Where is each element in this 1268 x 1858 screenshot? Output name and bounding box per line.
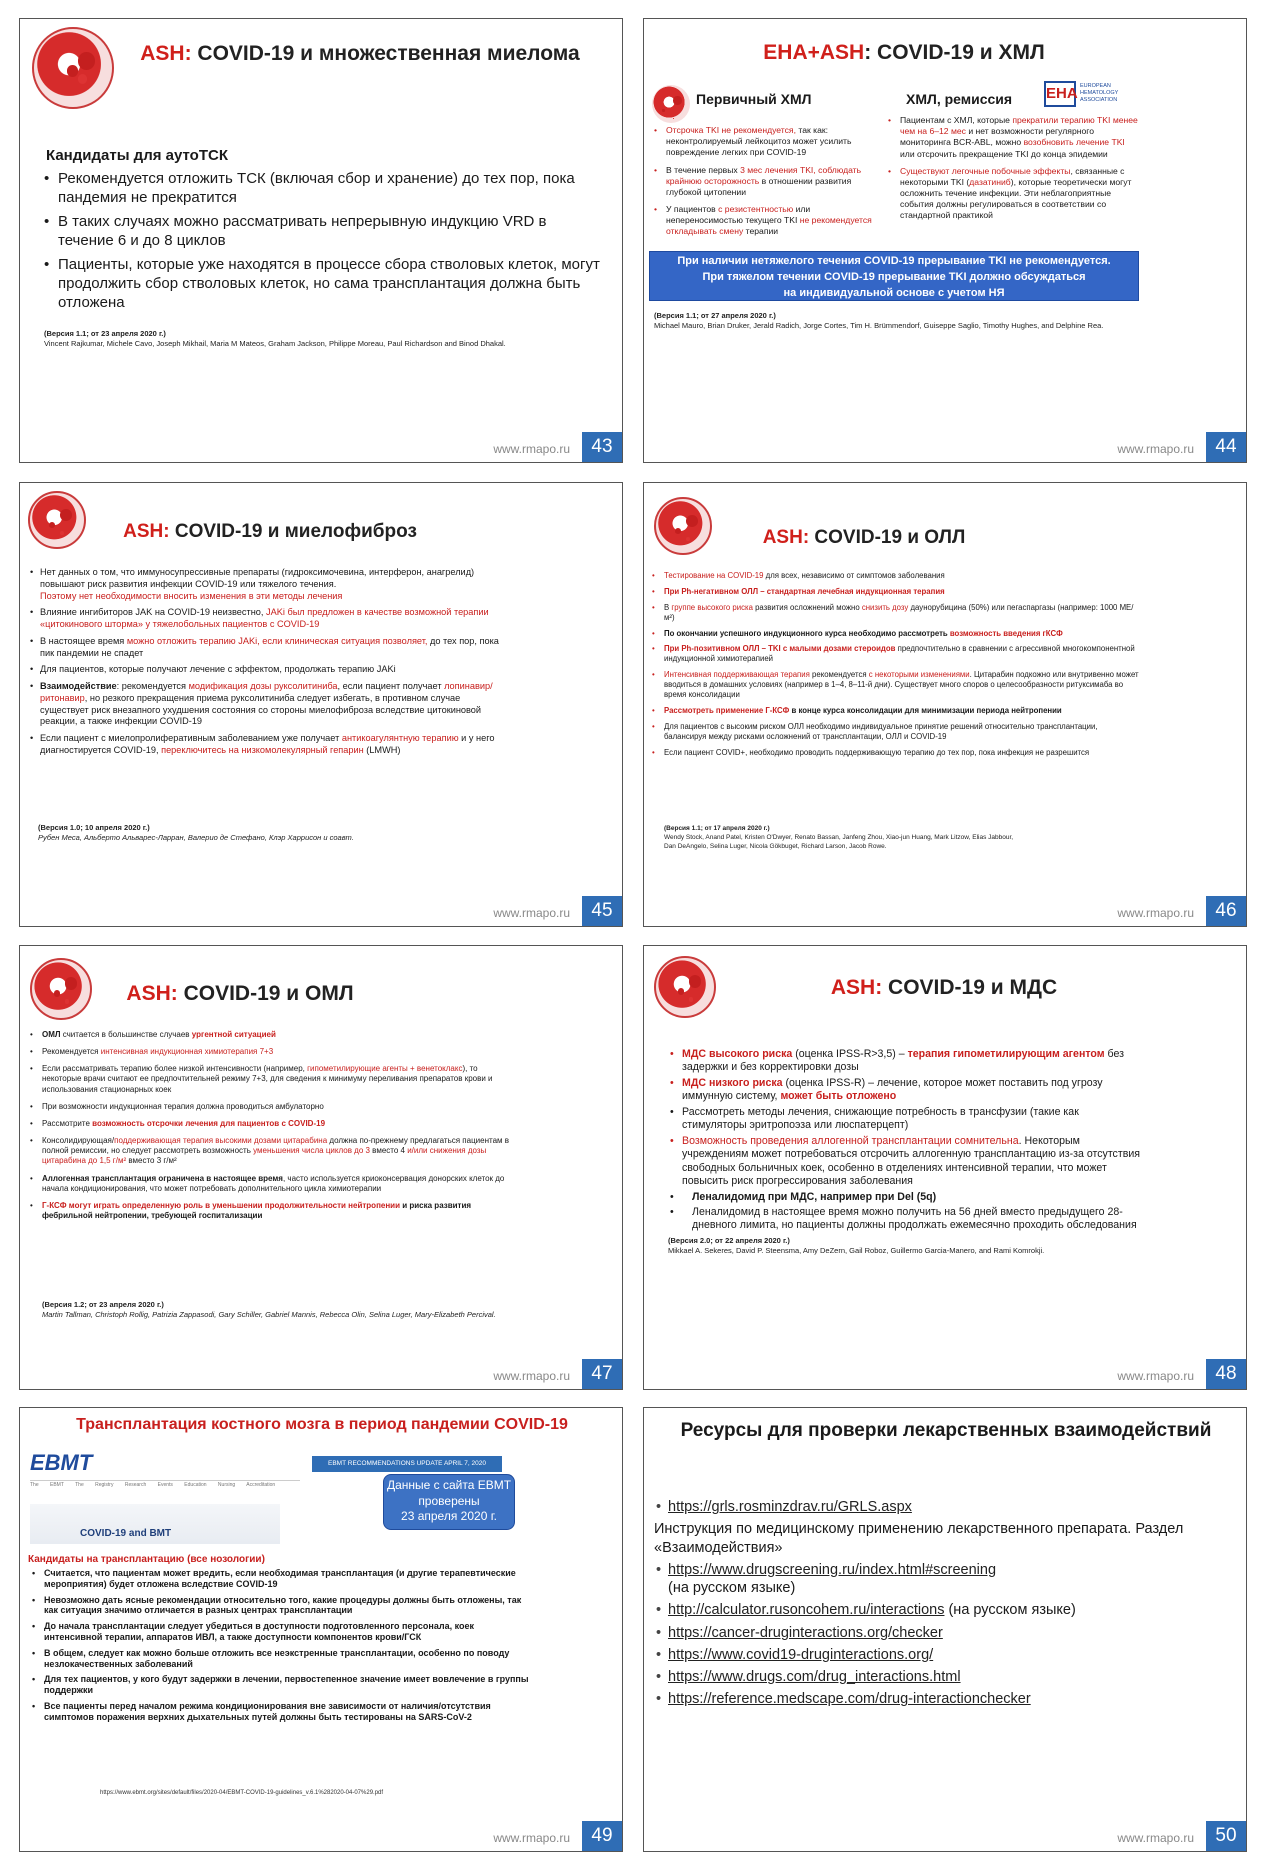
list-item: • У пациентов с резистентностью или непереносимостью текущего TKI не рекомендуется откладывать смену терапии — [654, 204, 874, 238]
ebmt-site-nav: The EBMT The Registry Research Events Education Nursing Accreditation — [30, 1480, 300, 1490]
slide-48 — [643, 945, 1247, 1390]
footer-url: www.rmapo.ru — [1117, 442, 1194, 456]
footer-url: www.rmapo.ru — [493, 442, 570, 456]
footer-url: www.rmapo.ru — [493, 1831, 570, 1845]
list-item: • До начала трансплантации следует убедиться в доступности подготовленного персонала, коек интенсивной терапии, аппаратов ИВЛ, а также доступности компонентов крови/ГСК — [32, 1621, 532, 1643]
ebmt-logo: EBMT — [30, 1450, 93, 1475]
list-item: • https://www.drugscreening.ru/index.html#screening (на русском языке) — [656, 1561, 997, 1597]
bullet-list — [652, 571, 1142, 763]
list-item: • Отсрочка TKI не рекомендуется, так как: неконтролируемый лейкоцитоз может усилить повреждение легких при COVID-19 — [654, 125, 874, 159]
reference: (Версия 1.2; от 23 апреля 2020 г.) Martin Tallman, Christoph Rollig, Patrizia Zappasodi, Gary Schiller, Gabriel Mannis, Rebecca Olin, Selina Luger, Mary-Elizabeth Percival. — [42, 1300, 496, 1320]
highlight-banner: При наличии нетяжелого течения COVID-19 прерывание TKI не рекомендуется. При тяжелом течении COVID-19 прерывание TKI должно обсуждаться на индивидуальной основе с учетом НЯ — [649, 251, 1139, 301]
slide-number: 47 — [582, 1359, 622, 1389]
footer-url: www.rmapo.ru — [493, 906, 570, 920]
slide-number: 48 — [1206, 1359, 1246, 1389]
slide-title: ASH: COVID-19 и ОЛЛ — [762, 527, 966, 548]
list-item: • Пациентам с ХМЛ, которые прекратили терапию TKI менее чем на 6–12 мес и нет возможности регулярного мониторинга BCR-ABL, можно возобновить лечение TKI или отсрочить прекращение TKI до конца эпидемии — [888, 115, 1138, 160]
callout-box: Данные с сайта EBMT проверены 23 апреля 2020 г. — [383, 1474, 515, 1530]
list-item: • Взаимодействие: рекомендуется модификация дозы руксолитиниба, если пациент получает лопинавир/ритонавир, но резкого прекращения приема руксолитиниба следует избегать, в противном случае существует риск внезапного ухудшения состояния со стороны миелофиброза вследствие цитокиновой реакции, а также инфекции COVID-19 — [30, 681, 510, 728]
list-item: • В течение первых 3 мес лечения TKI, соблюдать крайнюю осторожность в отношении развития глубокой цитопении — [654, 165, 874, 199]
reference: (Версия 1.1; от 23 апреля 2020 г.) Vincent Rajkumar, Michele Cavo, Joseph Mikhail, Maria M Mateos, Graham Jackson, Philippe Moreau, Paul Richardson and Binod Dhakal. — [44, 329, 506, 349]
bullet-list — [30, 567, 510, 762]
list-item: • Влияние ингибиторов JAK на COVID-19 неизвестно, JAKi был предложен в качестве возможной терапии «цитокинового шторма» у тяжелобольных пациентов с COVID-19 — [30, 607, 510, 631]
list-item: • Для тех пациентов, у кого будут задержки в лечении, первостепенное значение имеет вовлечение в группы поддержки — [32, 1674, 532, 1696]
footer-url: www.rmapo.ru — [1117, 1831, 1194, 1845]
footer-url: www.rmapo.ru — [493, 1369, 570, 1383]
slide-number: 46 — [1206, 896, 1246, 926]
slide-number: 44 — [1206, 432, 1246, 462]
list-item: • При возможности индукционная терапия должна проводиться амбулаторно — [30, 1102, 518, 1112]
slide-46 — [643, 482, 1247, 927]
list-item: • Тестирование на COVID-19 для всех, независимо от симптомов заболевания — [652, 571, 1142, 581]
slide-49 — [19, 1407, 623, 1852]
ash-logo — [30, 958, 92, 1020]
column-primary — [654, 125, 874, 244]
list-item: • Если пациент с миелопролиферативным заболеванием уже получает антикоагулянтную терапию и у него диагностируется COVID-19, переключитесь на низкомолекулярный гепарин (LMWH) — [30, 733, 510, 757]
list-item: • Если рассматривать терапию более низкой интенсивности (например, гипометилирующие агенты + венетоклакс), то некоторые врачи считают ее предпочтительней режиму 7+3, для сведения к минимуму переливания препаратов крови и использования стационарных коек — [30, 1064, 518, 1094]
list-item: • В общем, следует как можно больше отложить все неэкстренные трансплантации, особенно по поводу незлокачественных заболеваний — [32, 1648, 532, 1670]
slide-title: EHA+ASH: COVID-19 и ХМЛ — [763, 41, 1045, 64]
slide-title: ASH: COVID-19 и миелофиброз — [123, 521, 417, 542]
list-item: • Пациенты, которые уже находятся в процессе сбора стволовых клеток, могут продолжить сбор стволовых клеток, но сама трансплантация должна быть отложена — [44, 255, 604, 312]
ash-logo — [652, 85, 690, 123]
list-item: • При Ph-негативном ОЛЛ – стандартная лечебная индукционная терапия — [652, 587, 1142, 597]
bullet-list — [44, 169, 604, 317]
subtitle: Кандидаты для аутоТСК — [46, 147, 228, 164]
list-item: • Консолидирующая/поддерживающая терапия высокими дозами цитарабина должна по-прежнему предлагаться пациентам в полной ремиссии, но следует рассмотреть возможность уменьшения числа циклов до 3 вместо 4 и/или снижения дозы цитарабина до 1,5 г/м² вместо 3 г/м² — [30, 1136, 518, 1166]
resource-link[interactable]: http://calculator.rusoncohem.ru/interactions — [668, 1602, 945, 1619]
list-item: • МДС низкого риска (оценка IPSS-R) – лечение, которое может поставить под угрозу иммунную систему, может быть отложено — [670, 1077, 1140, 1104]
list-item: • http://calculator.rusoncohem.ru/interactions (на русском языке) — [656, 1602, 1076, 1619]
list-item: • Возможность проведения аллогенной трансплантации сомнительна. Некоторым учреждениям может потребоваться отсрочить аллогенную трансплантацию из-за отсутствия свободных больничных коек, особенно в отделениях интенсивной терапии, что может повысить риск прогрессирования заболевания — [670, 1135, 1140, 1189]
eha-logo — [1044, 77, 1134, 111]
bullet-list — [30, 1030, 518, 1228]
list-item: • В настоящее время можно отложить терапию JAKi, если клиническая ситуация позволяет, до тех пор, пока пик пандемии не спадет — [30, 636, 510, 660]
column-header: Первичный ХМЛ — [696, 91, 812, 107]
column-remission — [888, 115, 1138, 228]
column-header: ХМЛ, ремиссия — [906, 91, 1013, 107]
slide-50 — [643, 1407, 1247, 1852]
list-item: • По окончании успешного индукционного курса необходимо рассмотреть возможность введения гКСФ — [652, 629, 1142, 639]
resource-link[interactable]: https://www.covid19-druginteractions.org/ — [668, 1646, 934, 1663]
reference: (Версия 1.0; 10 апреля 2020 г.) Рубен Меса, Альберто Альварес-Ларран, Валерио де Стефано, Клэр Харрисон и соавт. — [38, 823, 354, 843]
list-item: • Интенсивная поддерживающая терапия рекомендуется с некоторыми изменениями. Цитарабин подкожно или внутривенно может вводиться в домашних условиях (например в 1–4, 8–11-й дни). Существует много споров о целесообразности ритуксимаба во время консолидации — [652, 670, 1142, 700]
list-item: • Для пациентов, которые получают лечение с эффектом, продолжать терапию JAKi — [30, 664, 510, 676]
ash-logo — [32, 27, 114, 109]
list-item: • Г-КСФ могут играть определенную роль в уменьшении продолжительности нейтропении и риска развития фебрильной нейтропении, требующей госпитализации — [30, 1201, 518, 1221]
resource-note: Инструкция по медицинскому применению лекарственного препарата. Раздел «Взаимодействия» — [654, 1521, 1184, 1556]
list-item: • https://grls.rosminzdrav.ru/GRLS.aspx — [656, 1499, 912, 1515]
list-item: • При Ph-позитивном ОЛЛ – TKI с малыми дозами стероидов предпочтительно в сравнении с агрессивной многокомпонентной индукционной химиотерапией — [652, 644, 1142, 664]
reference: (Версия 2.0; от 22 апреля 2020 г.) Mikkael A. Sekeres, David P. Steensma, Amy DeZern, Gail Roboz, Guillermo Garcia-Manero, and Rami Komrokji. — [668, 1236, 1045, 1256]
footer-url: www.rmapo.ru — [1117, 906, 1194, 920]
slide-43 — [19, 18, 623, 463]
bullet-list — [32, 1568, 532, 1728]
list-item: • В группе высокого риска развития осложнений можно снизить дозу даунорубицина (50%) или пегаспаргазы (например: 1000 МЕ/м²) — [652, 603, 1142, 623]
resource-link[interactable]: https://cancer-druginteractions.org/checker — [668, 1624, 943, 1641]
list-item: • https://cancer-druginteractions.org/checker — [656, 1624, 943, 1641]
slide-number: 43 — [582, 432, 622, 462]
source-link[interactable]: https://www.ebmt.org/sites/default/files/2020-04/EBMT-COVID-19-guidelines_v.6.1%282020-04-07%29.pdf — [100, 1790, 384, 1796]
list-item: • Невозможно дать ясные рекомендации относительно того, какие процедуры должны быть отложены, так как ситуация значимо отличается в разных центрах трансплантации — [32, 1595, 532, 1617]
footer-url: www.rmapo.ru — [1117, 1369, 1194, 1383]
list-item: • Нет данных о том, что иммуносупрессивные препараты (гидроксимочевина, интерферон, анагрелид) повышают риск развития инфекции COVID-19 или тяжелого течения. Поэтому нет необходимости вносить изменения в эти методы лечения — [30, 567, 510, 602]
slide-number: 49 — [582, 1821, 622, 1851]
slide-number: 45 — [582, 896, 622, 926]
slide-title: ASH: COVID-19 и ОМЛ — [126, 982, 354, 1005]
list-item: • Рекомендуется интенсивная индукционная химиотерапия 7+3 — [30, 1047, 518, 1057]
eha-logo-caption: EUROPEAN HEMATOLOGY ASSOCIATION — [1080, 83, 1119, 104]
slide-47 — [19, 945, 623, 1390]
list-item: • Леналидомид в настоящее время можно получить на 56 дней вместо предыдущего 28-дневного лимита, но пациенты должны продолжать ежемесячно проходить обследования — [670, 1206, 1140, 1233]
eha-logo-mark: ЕНА — [1044, 81, 1076, 107]
resource-link[interactable]: https://grls.rosminzdrav.ru/GRLS.aspx — [668, 1499, 912, 1515]
ash-logo — [28, 491, 86, 549]
list-item: • Аллогенная трансплантация ограничена в настоящее время, часто используется криоконсервация донорских клеток до начала кондиционирования, что может потребовать дополнительного цикла химиотерапии — [30, 1174, 518, 1194]
list-item: • МДС высокого риска (оценка IPSS-R>3,5) – терапия гипометилирующим агентом без задержки и без корректировки дозы — [670, 1048, 1140, 1075]
resource-list — [656, 1498, 1236, 1713]
slide-45 — [19, 482, 623, 927]
list-item: • Рассмотреть методы лечения, снижающие потребность в трансфузии (такие как стимуляторы эритропоэза или люспатерцепт) — [670, 1106, 1140, 1133]
ebmt-update-banner: EBMT RECOMMENDATIONS UPDATE APRIL 7, 2020 — [312, 1456, 502, 1472]
list-item: • https://www.drugs.com/drug_interactions.html — [656, 1669, 961, 1686]
ash-logo — [654, 956, 716, 1018]
list-item: • Существуют легочные побочные эффекты, связанные с некоторыми TKI (дазатиниб), которые теоретически могут осложнить течение инфекции. Эти неблагоприятные события должны регулироваться в соответствии со стандартной практикой — [888, 166, 1138, 222]
bullet-list — [670, 1048, 1140, 1235]
list-item: • Считается, что пациентам может вредить, если необходимая трансплантация (и другие терапевтические мероприятия) будет отложена вследствие COVID-19 — [32, 1568, 532, 1590]
slide-44 — [643, 18, 1247, 463]
list-item: • https://www.covid19-druginteractions.org/ — [656, 1646, 934, 1663]
slide-title: Ресурсы для проверки лекарственных взаимодействий — [680, 1420, 1212, 1441]
subheading: Кандидаты на трансплантацию (все нозологии) — [28, 1554, 265, 1565]
ebmt-screenshot-label: COVID-19 and BMT — [80, 1528, 172, 1539]
list-item: • Рекомендуется отложить ТСК (включая сбор и хранение) до тех пор, пока пандемия не прекратится — [44, 169, 604, 207]
slide-title: ASH: COVID-19 и множественная миелома — [140, 42, 580, 65]
list-item: • Леналидомид при МДС, например при Del (5q) — [670, 1191, 1140, 1204]
list-item: • Все пациенты перед началом режима кондиционирования вне зависимости от наличия/отсутствия симптомов поражения верхних дыхательных путей должны быть тестированы на SARS-CoV-2 — [32, 1701, 532, 1723]
list-item: • https://reference.medscape.com/drug-interactionchecker — [656, 1691, 1031, 1708]
list-item: • Рассмотреть применение Г-КСФ в конце курса консолидации для минимизации периода нейтропении — [652, 706, 1142, 716]
list-item: • Для пациентов с высоким риском ОЛЛ необходимо индивидуальное принятие решений относительно трансплантации, балансируя между рисками осложнений от трансплантации, ОЛЛ и COVID-19 — [652, 722, 1142, 742]
resource-link[interactable]: https://reference.medscape.com/drug-interactionchecker — [668, 1691, 1031, 1708]
ash-logo — [654, 497, 712, 555]
slide-number: 50 — [1206, 1821, 1246, 1851]
slide-title: ASH: COVID-19 и МДС — [830, 976, 1058, 999]
reference: (Версия 1.1; от 27 апреля 2020 г.) Michael Mauro, Brian Druker, Jerald Radich, Jorge Cortes, Tim H. Brümmendorf, Guiseppe Saglio, Timothy Hughes, and Delphine Rea. — [654, 311, 1104, 331]
list-item: • Рассмотрите возможность отсрочки лечения для пациентов с COVID-19 — [30, 1119, 518, 1129]
slide-title: Трансплантация костного мозга в период пандемии COVID-19 — [76, 1416, 568, 1433]
list-item: • ОМЛ считается в большинстве случаев ургентной ситуацией — [30, 1030, 518, 1040]
list-item: • Если пациент COVID+, необходимо проводить поддерживающую терапию до тех пор, пока инфекция не разрешится — [652, 748, 1142, 758]
list-item: • В таких случаях можно рассматривать непрерывную индукцию VRD в течение 6 и до 8 циклов — [44, 212, 604, 250]
reference: (Версия 1.1; от 17 апреля 2020 г.) Wendy Stock, Anand Patel, Kristen O'Dwyer, Renato Bassan, Janfeng Zhou, Xiao-jun Huang, Mark Litzow, Elias Jabbour, Dan DeAngelo, Selina Luger, Nicola Gökbuget, Richard Larson, Jacob Rowe. — [664, 825, 1014, 850]
resource-link[interactable]: https://www.drugscreening.ru/index.html#screening — [668, 1561, 997, 1578]
resource-link[interactable]: https://www.drugs.com/drug_interactions.html — [668, 1669, 961, 1686]
